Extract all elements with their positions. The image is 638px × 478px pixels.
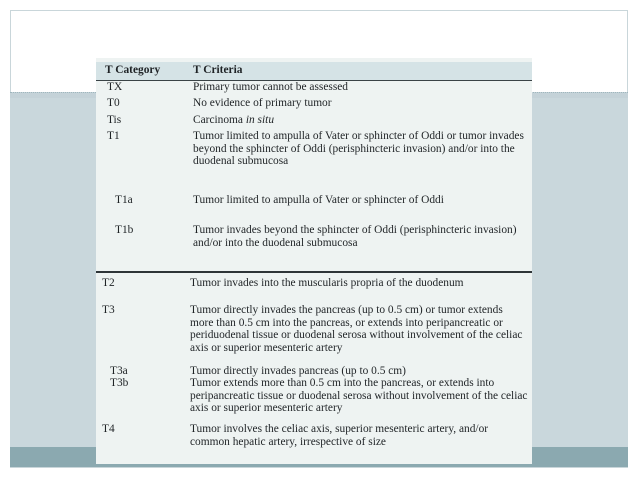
- row-category: T1b: [115, 224, 134, 236]
- criteria-italic: in situ: [245, 114, 275, 126]
- row-criteria: Tumor invades beyond the sphincter of Oddi (perisphincteric invasion) and/or into the duodenal submucosa: [193, 224, 517, 249]
- row-category: T2: [102, 277, 115, 289]
- row-criteria: Tumor involves the celiac axis, superior mesenteric artery, and/or common hepatic artery, irrespective of size: [190, 423, 489, 448]
- row-category: Tis: [107, 114, 122, 126]
- header-t-criteria: T Criteria: [193, 64, 243, 76]
- row-category: T1a: [115, 194, 133, 206]
- criteria-text: Carcinoma: [193, 114, 243, 126]
- row-criteria: Tumor invades into the muscularis propria of the duodenum: [190, 277, 464, 289]
- header-t-category: T Category: [105, 64, 161, 76]
- row-criteria: Tumor directly invades the pancreas (up to 0.5 cm) or tumor extends more than 0.5 cm into the pancreas, or extends into peripancreatic or periduodenal tissue or duodenal serosa without involvement of the celiac axis or superior mesenteric artery: [190, 304, 523, 354]
- row-criteria: No evidence of primary tumor: [193, 97, 332, 109]
- row-criteria: Tumor limited to ampulla of Vater or sphincter of Oddi or tumor invades beyond the sphincter of Oddi (perisphincteric invasion) and/or into the duodenal submucosa: [193, 130, 524, 168]
- row-category: T4: [102, 423, 115, 435]
- row-criteria: Primary tumor cannot be assessed: [193, 81, 349, 93]
- row-criteria: [193, 114, 525, 127]
- row-category: T3a: [110, 365, 128, 377]
- section-divider: [96, 271, 532, 273]
- row-category: T0: [107, 97, 120, 109]
- row-category: T3: [102, 304, 115, 316]
- row-category: T1: [107, 130, 120, 142]
- t-category-table: [96, 58, 532, 464]
- row-criteria: Tumor directly invades pancreas (up to 0.5 cm): [190, 365, 406, 377]
- row-category: TX: [107, 81, 123, 93]
- row-criteria: Tumor extends more than 0.5 cm into the pancreas, or extends into peripancreatic tissue or duodenal serosa without involvement of the celiac axis or superior mesenteric artery: [190, 377, 528, 415]
- table-header: [96, 62, 532, 81]
- row-category: T3b: [110, 377, 129, 389]
- row-criteria: Tumor limited to ampulla of Vater or sphincter of Oddi: [193, 194, 444, 206]
